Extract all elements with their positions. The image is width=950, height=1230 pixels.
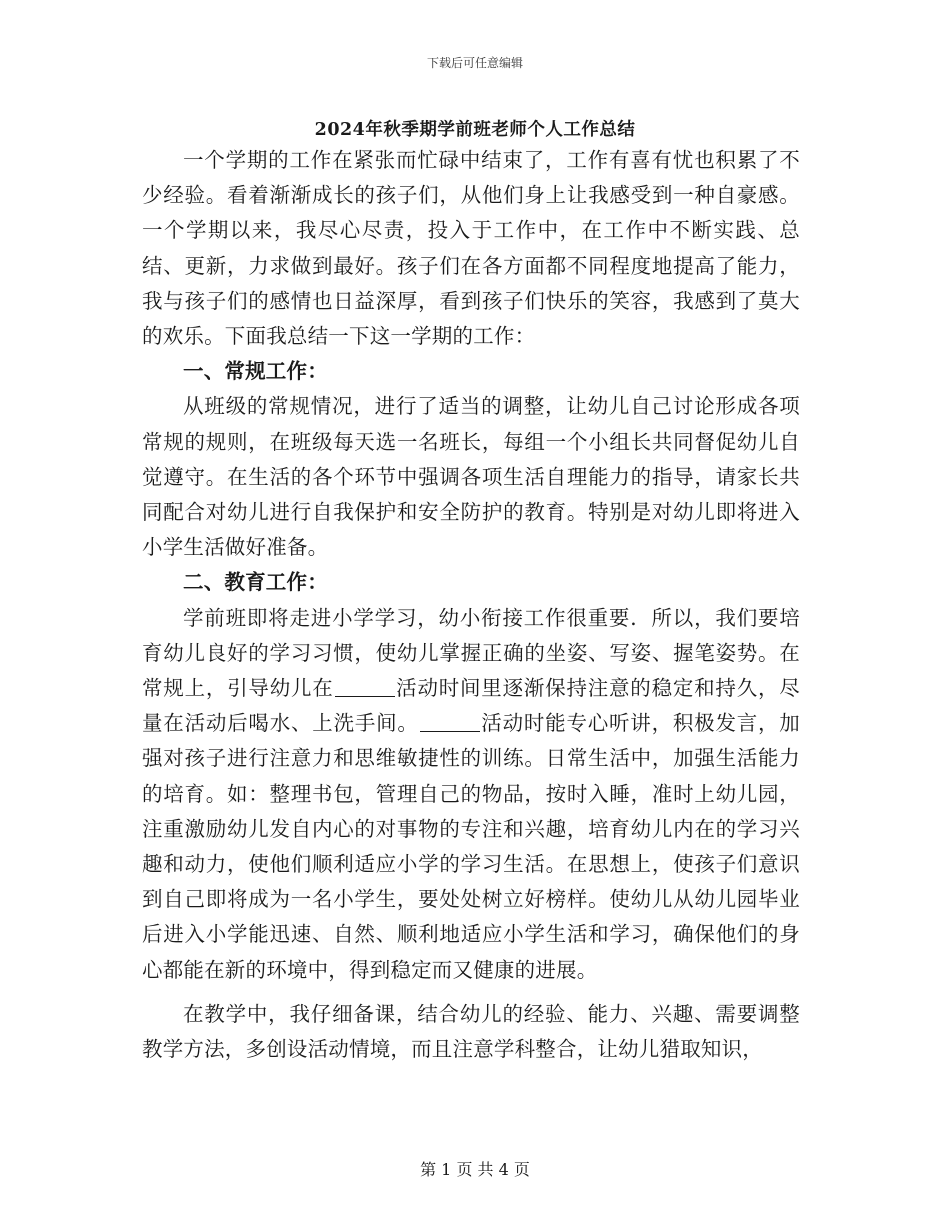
page-number: 第 1 页 共 4 页 [420,1160,530,1179]
teaching-paragraph: 在教学中，我仔细备课，结合幼儿的经验、能力、兴趣、需要调整教学方法，多创设活动情境，而且注意学科整合，让幼儿猎取知识， [142,1001,800,1062]
section-heading-education: 二、教育工作： [183,570,328,595]
intro-paragraph: 一个学期的工作在紧张而忙碌中结束了，工作有喜有忧也积累了不少经验。看着渐渐成长的孩子们，从他们身上让我感受到一种自豪感。一个学期以来，我尽心尽责，投入于工作中，在工作中不断实践、总结、更新，力求做到最好。孩子们在各方面都不同程度地提高了能力，我与孩子们的感情也日益深厚，看到孩子们快乐的笑容，我感到了莫大的欢乐。下面我总结一下这一学期的工作： [142,148,800,349]
document-body [142,143,800,1067]
routine-paragraph: 从班级的常规情况，进行了适当的调整，让幼儿自己讨论形成各项常规的规则，在班级每天选一名班长，每组一个小组长共同督促幼儿自觉遵守。在生活的各个环节中强调各项生活自理能力的指导，请家长共同配合对幼儿进行自我保护和安全防护的教育。特别是对幼儿即将进入小学生活做好准备。 [142,394,800,560]
education-text-part-2: 活动时间里逐渐保持注意的稳定和持久，尽量在活动后喝水、上洗手间。 [142,676,800,736]
section-heading-routine: 一、常规工作： [183,359,328,384]
education-text-part-3: 活动时能专心听讲，积极发言，加强对孩子进行注意力和思维敏捷性的训练。日常生活中，加强生活能力的培育。如：整理书包，管理自己的物品，按时入睡，准时上幼儿园，注重激励幼儿发自内心的对事物的专注和兴趣，培育幼儿内在的学习兴趣和动力，使他们顺利适应小学的学习生活。在思想上，使孩子们意识到自己即将成为一名小学生，要处处树立好榜样。使幼儿从幼儿园毕业后进入小学能迅速、自然、顺利地适应小学生活和学习，确保他们的身心都能在新的环境中，得到稳定而又健康的进展。 [142,711,800,982]
fill-in-blank [335,676,395,697]
header-note: 下载后可任意编辑 [426,56,523,70]
document-title: 2024年秋季期学前班老师个人工作总结 [314,120,636,140]
fill-in-blank [420,711,480,732]
education-text-part-1: 学前班即将走进小学学习，幼小衔接工作很重要．所以，我们要培育幼儿良好的学习习惯，使幼儿掌握正确的坐姿、写姿、握笔姿势。在常规上，引导幼儿在 [142,605,800,701]
education-paragraph [142,601,800,988]
